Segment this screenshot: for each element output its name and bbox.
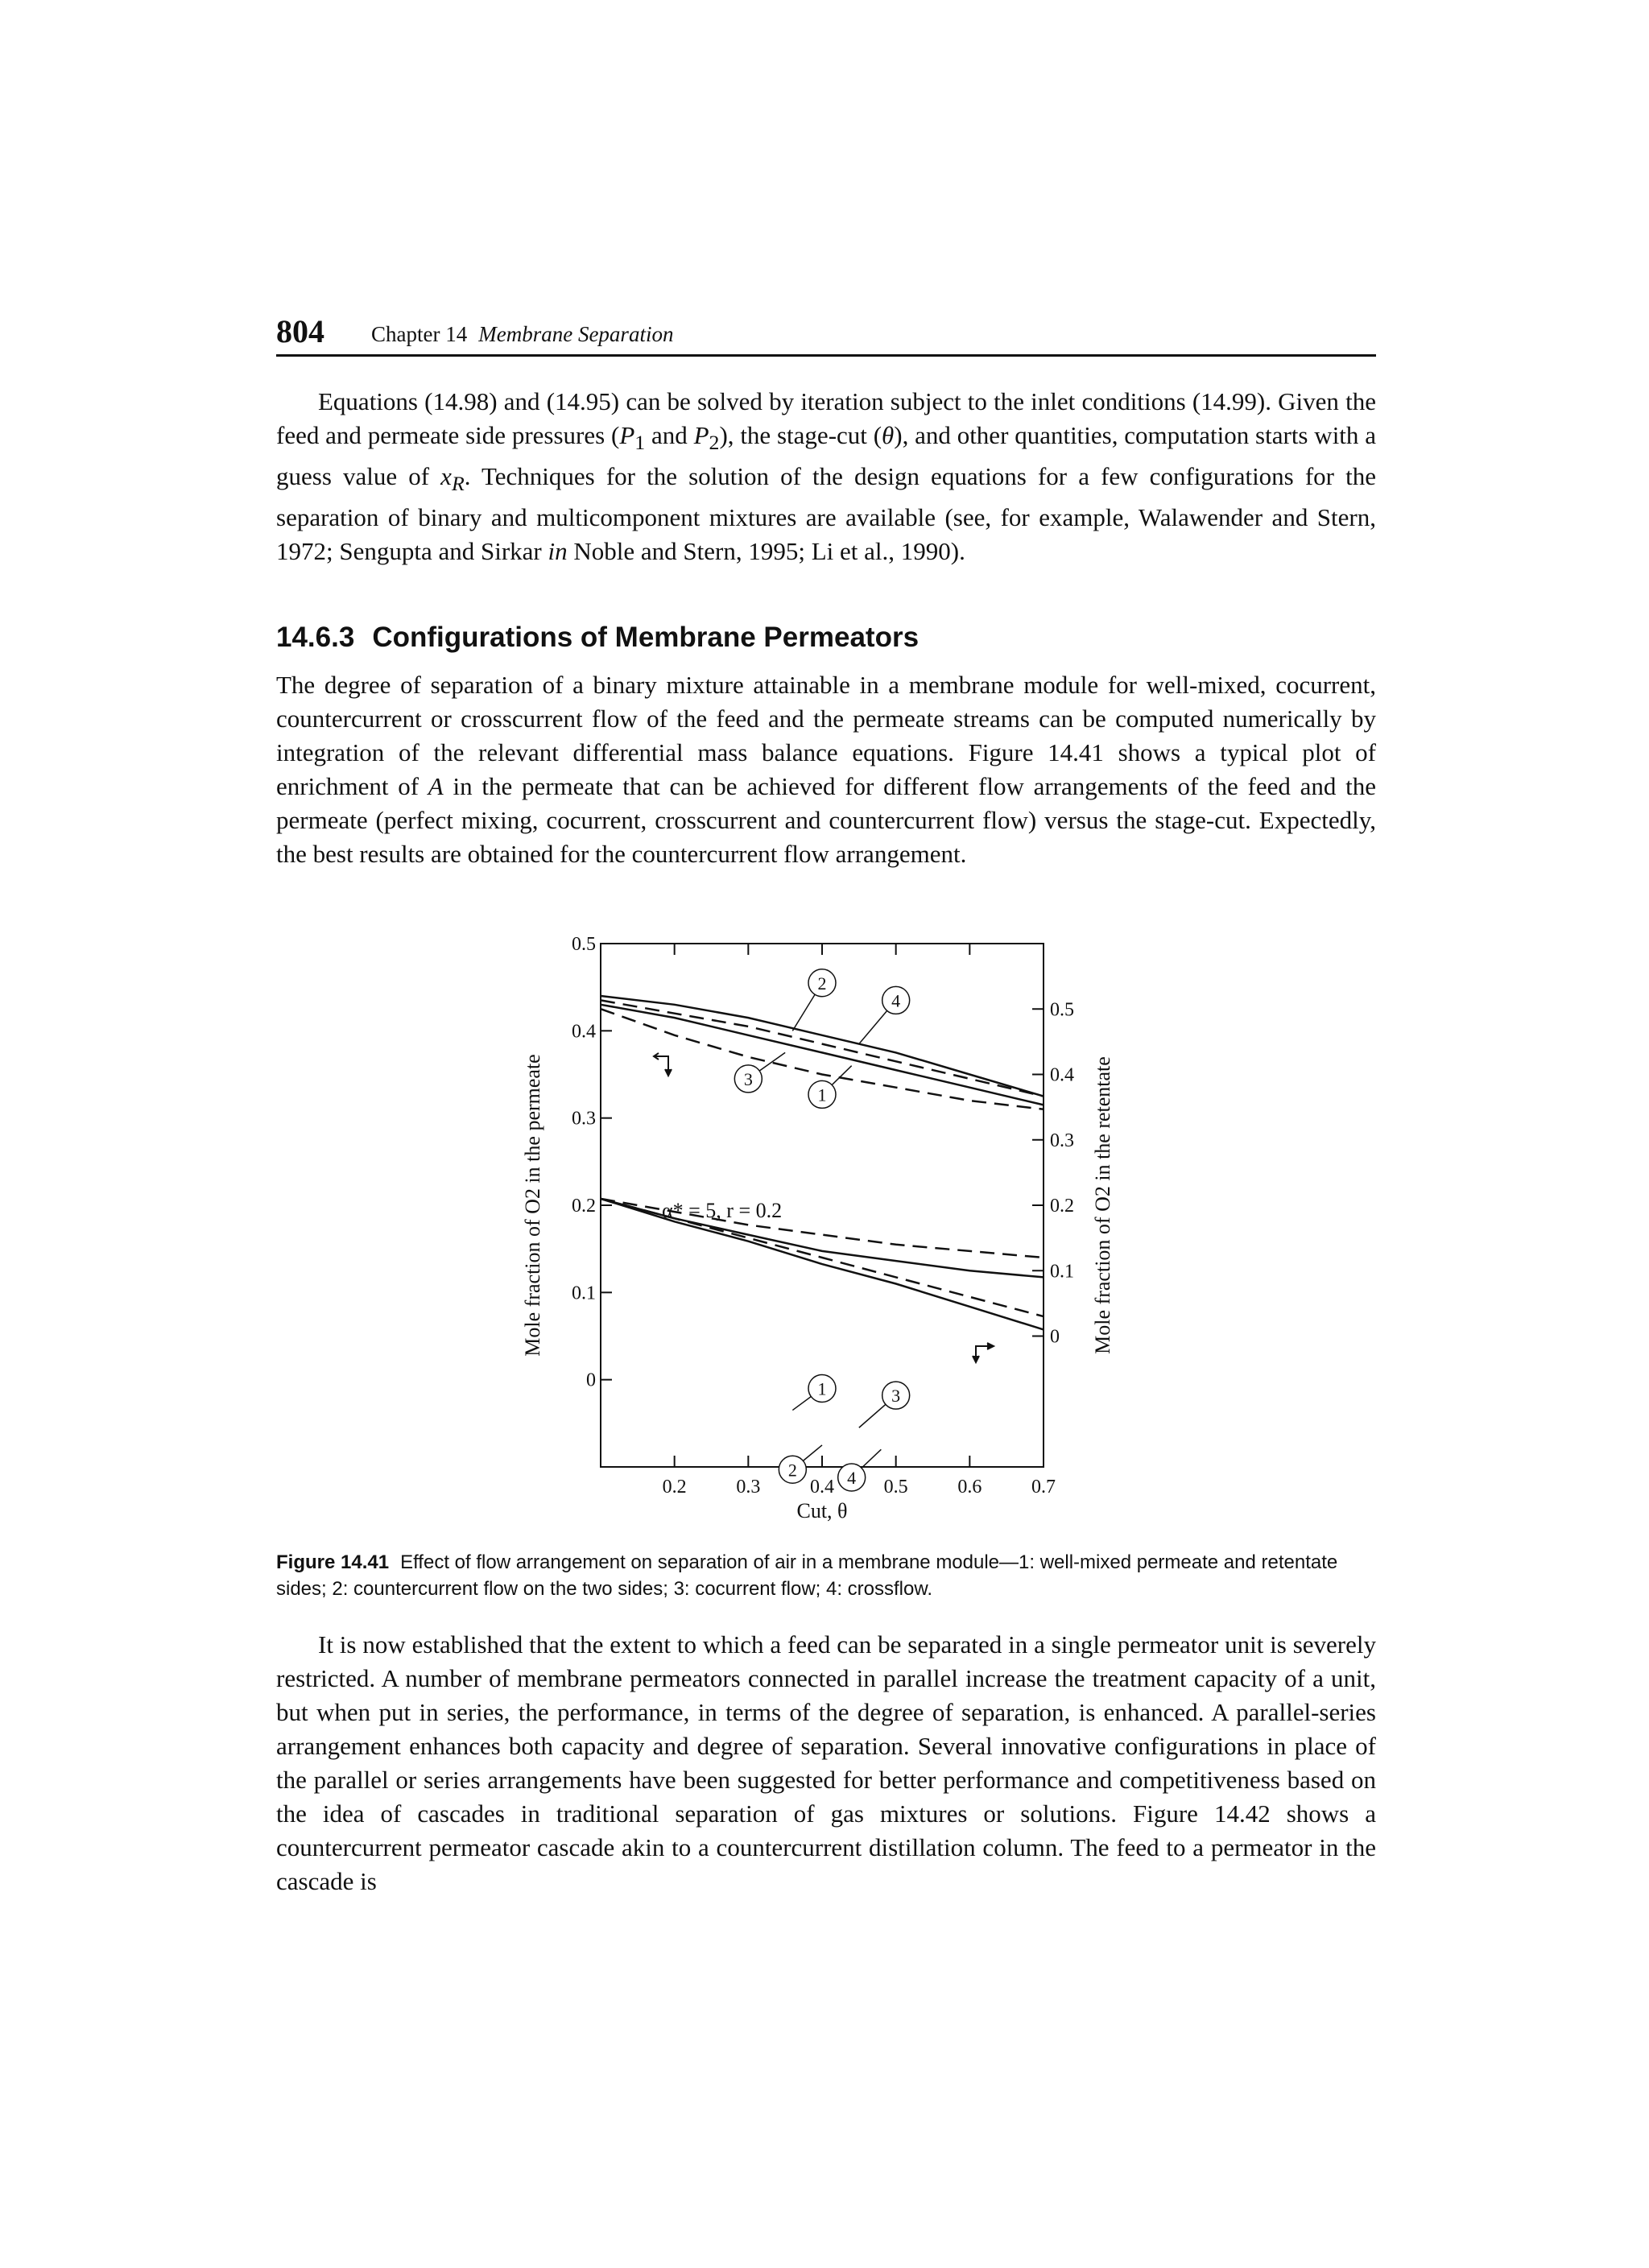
page-header <box>276 312 1376 357</box>
flow-arrangement-chart <box>515 926 1127 1546</box>
x-tick-label: 0.5 <box>883 1477 908 1498</box>
section-heading <box>276 622 919 654</box>
right-axis-title: Mole fraction of O2 in the retentate <box>1091 1056 1114 1354</box>
x-tick-label: 0.7 <box>1031 1477 1056 1498</box>
x-tick-label: 0.3 <box>736 1477 761 1498</box>
right-tick-label: 0.5 <box>1050 999 1074 1021</box>
right-tick-label: 0.1 <box>1050 1261 1074 1283</box>
paragraph-1: Equations (14.98) and (14.95) can be solved by iteration subject to the inlet conditions (14.99). Given the feed and permeate side pressures ($P_1$ and $P_2$), the stage-cut (θ), and other quantities, computation starts with a guess value of $x_R$. Techniques for the solution of the design equations for a few configurations for the separation of binary and multicomponent mixtures are available (see, for example, Walawender and Stern, 1972; Sengupta and Sirkar in Noble and Stern, 1995; Li et al., 1990). <box>276 387 1376 566</box>
right-tick-label: 0.3 <box>1050 1130 1074 1151</box>
right-axis-arrow-icon <box>973 1343 994 1362</box>
curve-label: 1 <box>817 1378 827 1399</box>
right-tick-label: 0 <box>1050 1326 1060 1348</box>
curve-label: 2 <box>817 973 827 994</box>
left-tick-label: 0.2 <box>572 1196 596 1217</box>
left-tick-label: 0 <box>586 1369 596 1391</box>
curve-label: 3 <box>743 1068 753 1089</box>
curve-label: 2 <box>787 1460 797 1481</box>
curve-label: 3 <box>891 1386 901 1407</box>
running-head <box>371 322 673 347</box>
figure-caption-text: Effect of flow arrangement on separation of air in a membrane module—1: well-mixed permeate and retentate sides; 2: countercurrent flow on the two sides; 3: cocurrent flow; 4: crossflow. <box>276 1551 1338 1600</box>
figure-caption <box>276 1549 1376 1602</box>
left-tick-label: 0.5 <box>572 934 596 955</box>
curve-label: 4 <box>847 1468 857 1488</box>
parameter-annotation: α* = 5, r = 0.2 <box>662 1199 783 1222</box>
chapter-number: Chapter 14 <box>371 322 468 346</box>
curve-label: 4 <box>891 990 901 1011</box>
left-tick-label: 0.1 <box>572 1283 596 1304</box>
page-number: 804 <box>276 313 324 349</box>
right-tick-label: 0.4 <box>1050 1064 1074 1086</box>
section-number: 14.6.3 <box>276 622 355 653</box>
figure-14-41 <box>515 926 1127 1546</box>
curve-label: 1 <box>817 1084 827 1105</box>
left-axis-title: Mole fraction of O2 in the permeate <box>521 1054 544 1357</box>
left-tick-label: 0.3 <box>572 1108 596 1130</box>
paragraph-3: It is now established that the extent to which a feed can be separated in a single permeator unit is severely restricted. A number of membrane permeators connected in parallel increase the treatment capacity of a unit, but when put in series, the performance, in terms of the degree of separation, is enhanced. A parallel-series arrangement enhances both capacity and degree of separation. Several innovative configurations in place of the parallel or series arrangements have been suggested for better performance and competitiveness based on the idea of cascades in traditional separation of gas mixtures or solutions. Figure 14.42 shows a countercurrent permeator cascade akin to a countercurrent distillation column. The feed to a permeator in the cascade is <box>276 1630 1376 1895</box>
x-tick-label: 0.2 <box>662 1477 687 1498</box>
left-axis-arrow-icon <box>654 1053 672 1076</box>
chapter-title: Membrane Separation <box>478 322 674 346</box>
x-tick-label: 0.4 <box>810 1477 834 1498</box>
x-tick-label: 0.6 <box>957 1477 982 1498</box>
right-tick-label: 0.2 <box>1050 1196 1074 1217</box>
paragraph-2: The degree of separation of a binary mixture attainable in a membrane module for well-mixed, cocurrent, countercurrent or crosscurrent flow of the feed and the permeate streams can be computed numerically by integration of the relevant differential mass balance equations. Figure 14.41 shows a typical plot of enrichment of A in the permeate that can be achieved for different flow arrangements of the feed and the permeate (perfect mixing, cocurrent, crosscurrent and countercurrent flow) versus the stage-cut. Expectedly, the best results are obtained for the countercurrent flow arrangement. <box>276 671 1377 868</box>
figure-label: Figure 14.41 <box>276 1551 390 1573</box>
section-title: Configurations of Membrane Permeators <box>372 622 920 653</box>
left-tick-label: 0.4 <box>572 1021 596 1043</box>
x-axis-title: Cut, θ <box>796 1499 848 1522</box>
